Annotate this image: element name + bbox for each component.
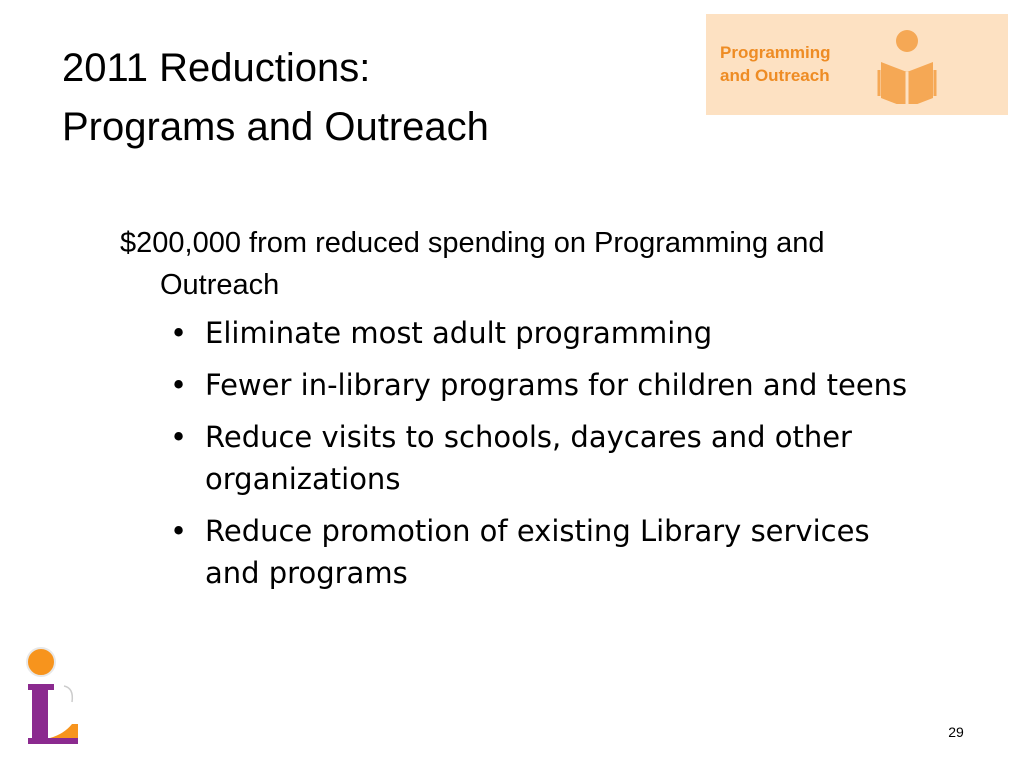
bullet-item <box>170 312 925 354</box>
bullet-text: Eliminate most adult programming <box>205 316 713 350</box>
bullet-item <box>170 364 925 406</box>
lead-statement: $200,000 from reduced spending on Programming and Outreach <box>120 227 825 301</box>
badge-label-line-1: Programming <box>720 43 831 62</box>
library-logo-icon <box>24 646 80 746</box>
bullet-item <box>170 416 925 500</box>
badge-label-line-2: and Outreach <box>720 66 830 85</box>
bullet-list <box>120 312 920 594</box>
page-number: 29 <box>948 724 964 740</box>
slide-body <box>120 222 920 604</box>
section-badge <box>706 14 1008 115</box>
bullet-dot-icon: • <box>170 316 188 350</box>
bullet-dot-icon: • <box>170 420 188 454</box>
bullet-item <box>170 510 925 594</box>
bullet-dot-icon: • <box>170 514 188 548</box>
bullet-text: Reduce visits to schools, daycares and other organizations <box>205 420 852 496</box>
bullet-dot-icon: • <box>170 368 188 402</box>
reader-with-book-icon <box>876 28 946 104</box>
badge-label <box>720 41 831 87</box>
slide-title-line-2: Programs and Outreach <box>62 105 489 149</box>
bullet-text: Fewer in-library programs for children and teens <box>205 368 908 402</box>
slide-title-line-1: 2011 Reductions: <box>62 46 371 90</box>
bullet-text: Reduce promotion of existing Library services and programs <box>205 514 870 590</box>
